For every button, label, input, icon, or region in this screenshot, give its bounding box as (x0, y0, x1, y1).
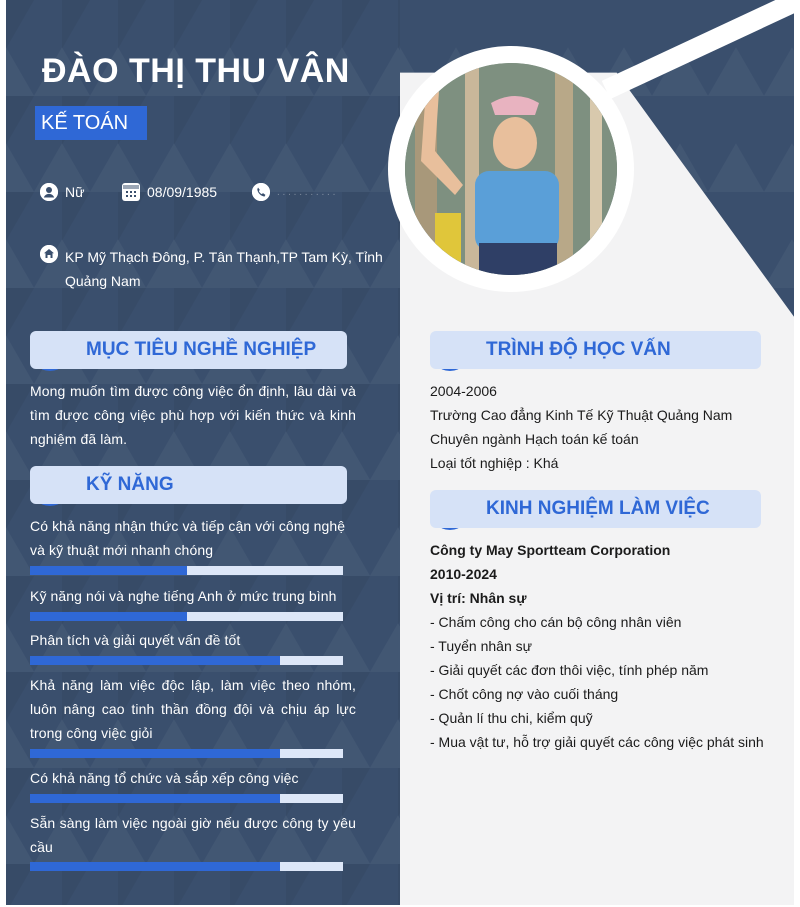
skill-level-bar (30, 749, 343, 758)
phone-icon (252, 183, 270, 201)
education-section-title: TRÌNH ĐỘ HỌC VẤN (430, 331, 761, 369)
skill-level-bar (30, 612, 343, 621)
birthday-value: 08/09/1985 (147, 184, 218, 200)
skill-text: Có khả năng tổ chức và sắp xếp công việc (30, 770, 299, 786)
skill-level-bar (30, 862, 343, 871)
profile-photo (405, 63, 617, 275)
experience-duty: - Mua vật tư, hỗ trợ giải quyết các công việc phát sinh (430, 734, 764, 750)
candidate-name: ĐÀO THỊ THU VÂN (42, 52, 350, 90)
experience-section-title: KINH NGHIỆM LÀM VIỆC (430, 490, 761, 528)
address-text: KP Mỹ Thạch Đông, P. Tân Thạnh,TP Tam Kỳ, Tỉnh Quảng Nam (65, 249, 383, 289)
experience-period: 2010-2024 (430, 566, 497, 582)
education-period: 2004-2006 (430, 383, 497, 399)
objective-section-title: MỤC TIÊU NGHỀ NGHIỆP (30, 331, 347, 369)
education-grade: Loại tốt nghiệp : Khá (430, 455, 559, 471)
skill-level-fill (30, 749, 280, 758)
skill-level-fill (30, 566, 187, 575)
education-major: Chuyên ngành Hạch toán kế toán (430, 431, 639, 447)
skill-level-fill (30, 656, 280, 665)
skill-level-fill (30, 612, 187, 621)
skill-text: Khả năng làm việc độc lập, làm việc theo nhóm, luôn nâng cao tinh thần đồng đội và chịu áp lực trong công việc giỏi (30, 677, 356, 741)
skill-level-bar (30, 566, 343, 575)
skill-text: Phân tích và giải quyết vấn đề tốt (30, 632, 241, 648)
skill-level-bar (30, 656, 343, 665)
experience-duty: - Giải quyết các đơn thôi việc, tính phép năm (430, 662, 709, 678)
experience-duty: - Tuyển nhân sự (430, 638, 532, 654)
user-icon (40, 183, 58, 201)
skill-text: Có khả năng nhận thức và tiếp cận với công nghệ và kỹ thuật mới nhanh chóng (30, 518, 346, 558)
skill-level-fill (30, 862, 280, 871)
phone-row (252, 183, 335, 201)
experience-duty: - Chấm công cho cán bộ công nhân viên (430, 614, 682, 630)
calendar-icon (122, 183, 140, 201)
gender-row (40, 183, 84, 201)
skill-text: Kỹ năng nói và nghe tiếng Anh ở mức trung bình (30, 588, 337, 604)
cv-page (6, 0, 794, 905)
experience-duty: - Chốt công nợ vào cuối tháng (430, 686, 619, 702)
skill-level-fill (30, 794, 280, 803)
skill-text: Sẵn sàng làm việc ngoài giờ nếu được công ty yêu cầu (30, 815, 356, 855)
education-school: Trường Cao đẳng Kinh Tế Kỹ Thuật Quảng Nam (430, 407, 733, 423)
birthday-row (122, 183, 217, 201)
phone-value: . . . . . . . . . . . (277, 186, 336, 198)
skill-level-bar (30, 794, 343, 803)
job-title-badge: KẾ TOÁN (35, 106, 147, 140)
experience-position: Vị trí: Nhân sự (430, 590, 527, 606)
skills-section-title: KỸ NĂNG (30, 466, 347, 504)
home-icon (40, 245, 58, 263)
address-icon-wrap (40, 245, 65, 263)
objective-text: Mong muốn tìm được công việc ổn định, lâu dài và tìm được công việc phù hợp với kiến thức và kinh nghiệm đã làm. (30, 383, 356, 447)
experience-company: Công ty May Sportteam Corporation (430, 542, 671, 558)
experience-duty: - Quản lí thu chi, kiểm quỹ (430, 710, 593, 726)
gender-value: Nữ (65, 184, 85, 200)
